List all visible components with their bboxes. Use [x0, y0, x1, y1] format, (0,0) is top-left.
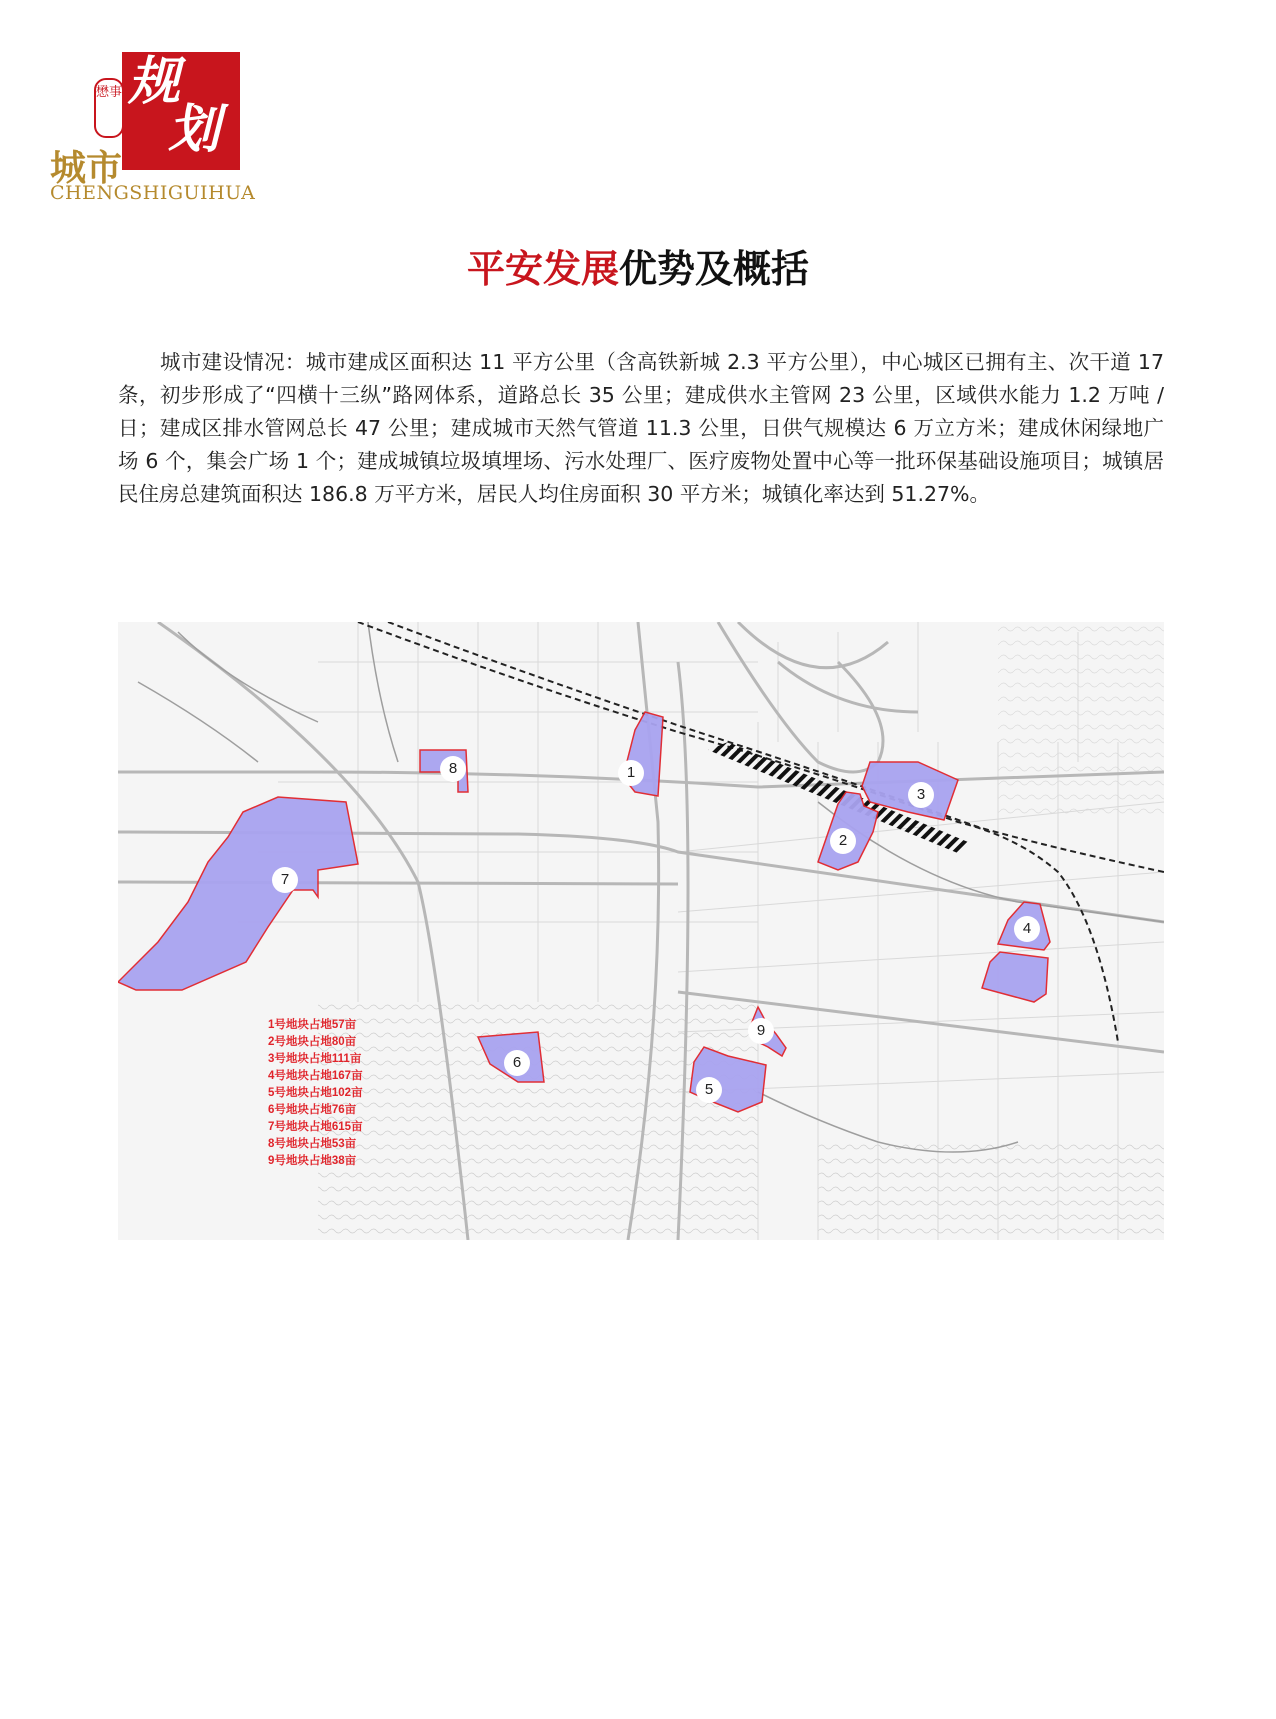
plot-label-3: 3	[908, 782, 934, 808]
plot-label-1: 1	[618, 760, 644, 786]
page-title-rest: 优势及概括	[619, 247, 810, 291]
logo-seal: 懋事	[94, 78, 124, 138]
legend-item: 5号地块占地102亩	[268, 1087, 363, 1099]
plot-label-9: 9	[748, 1018, 774, 1044]
logo-city-text: 城市	[50, 147, 123, 189]
site-plan-map	[118, 622, 1164, 1240]
logo-pinyin: CHENGSHIGUIHUA	[50, 182, 256, 204]
legend-item: 8号地块占地53亩	[268, 1138, 357, 1150]
plot-label-6: 6	[504, 1050, 530, 1076]
legend-item: 3号地块占地111亩	[268, 1053, 362, 1065]
plot-label-5: 5	[696, 1077, 722, 1103]
legend-item: 6号地块占地76亩	[268, 1104, 357, 1116]
body-paragraph: 城市建设情况：城市建成区面积达 11 平方公里（含高铁新城 2.3 平方公里），中心城区已拥有主、次干道 17 条，初步形成了“四横十三纵”路网体系，道路总长 35 公里；建成供水主管网 23 公里，区域供水能力 1.2 万吨 / 日；建成区排水管网总长 47 公里；建成城市天然气管道 11.3 公里，日供气规模达 6 万立方米；建成休闲绿地广场 6 个，集会广场 1 个；建成城镇垃圾填埋场、污水处理厂、医疗废物处置中心等一批环保基础设施项目；城镇居民住房总建筑面积达 186.8 万平方米，居民人均住房面积 30 平方米；城镇化率达到 51.27%。	[118, 350, 1164, 506]
plot-area-legend	[268, 1017, 363, 1170]
city-planning-logo	[50, 52, 270, 202]
logo-calligraphy: 规 划	[128, 51, 221, 160]
legend-item: 7号地块占地615亩	[268, 1121, 363, 1133]
legend-item: 4号地块占地167亩	[268, 1070, 363, 1082]
legend-item: 1号地块占地57亩	[268, 1019, 357, 1031]
page-title	[0, 238, 1276, 293]
plot-label-2: 2	[830, 828, 856, 854]
plot-label-7: 7	[272, 867, 298, 893]
plot-label-4: 4	[1014, 916, 1040, 942]
plot-label-8: 8	[440, 756, 466, 782]
legend-item: 2号地块占地80亩	[268, 1036, 357, 1048]
legend-item: 9号地块占地38亩	[268, 1155, 357, 1167]
page-title-highlight: 平安发展	[466, 247, 619, 291]
